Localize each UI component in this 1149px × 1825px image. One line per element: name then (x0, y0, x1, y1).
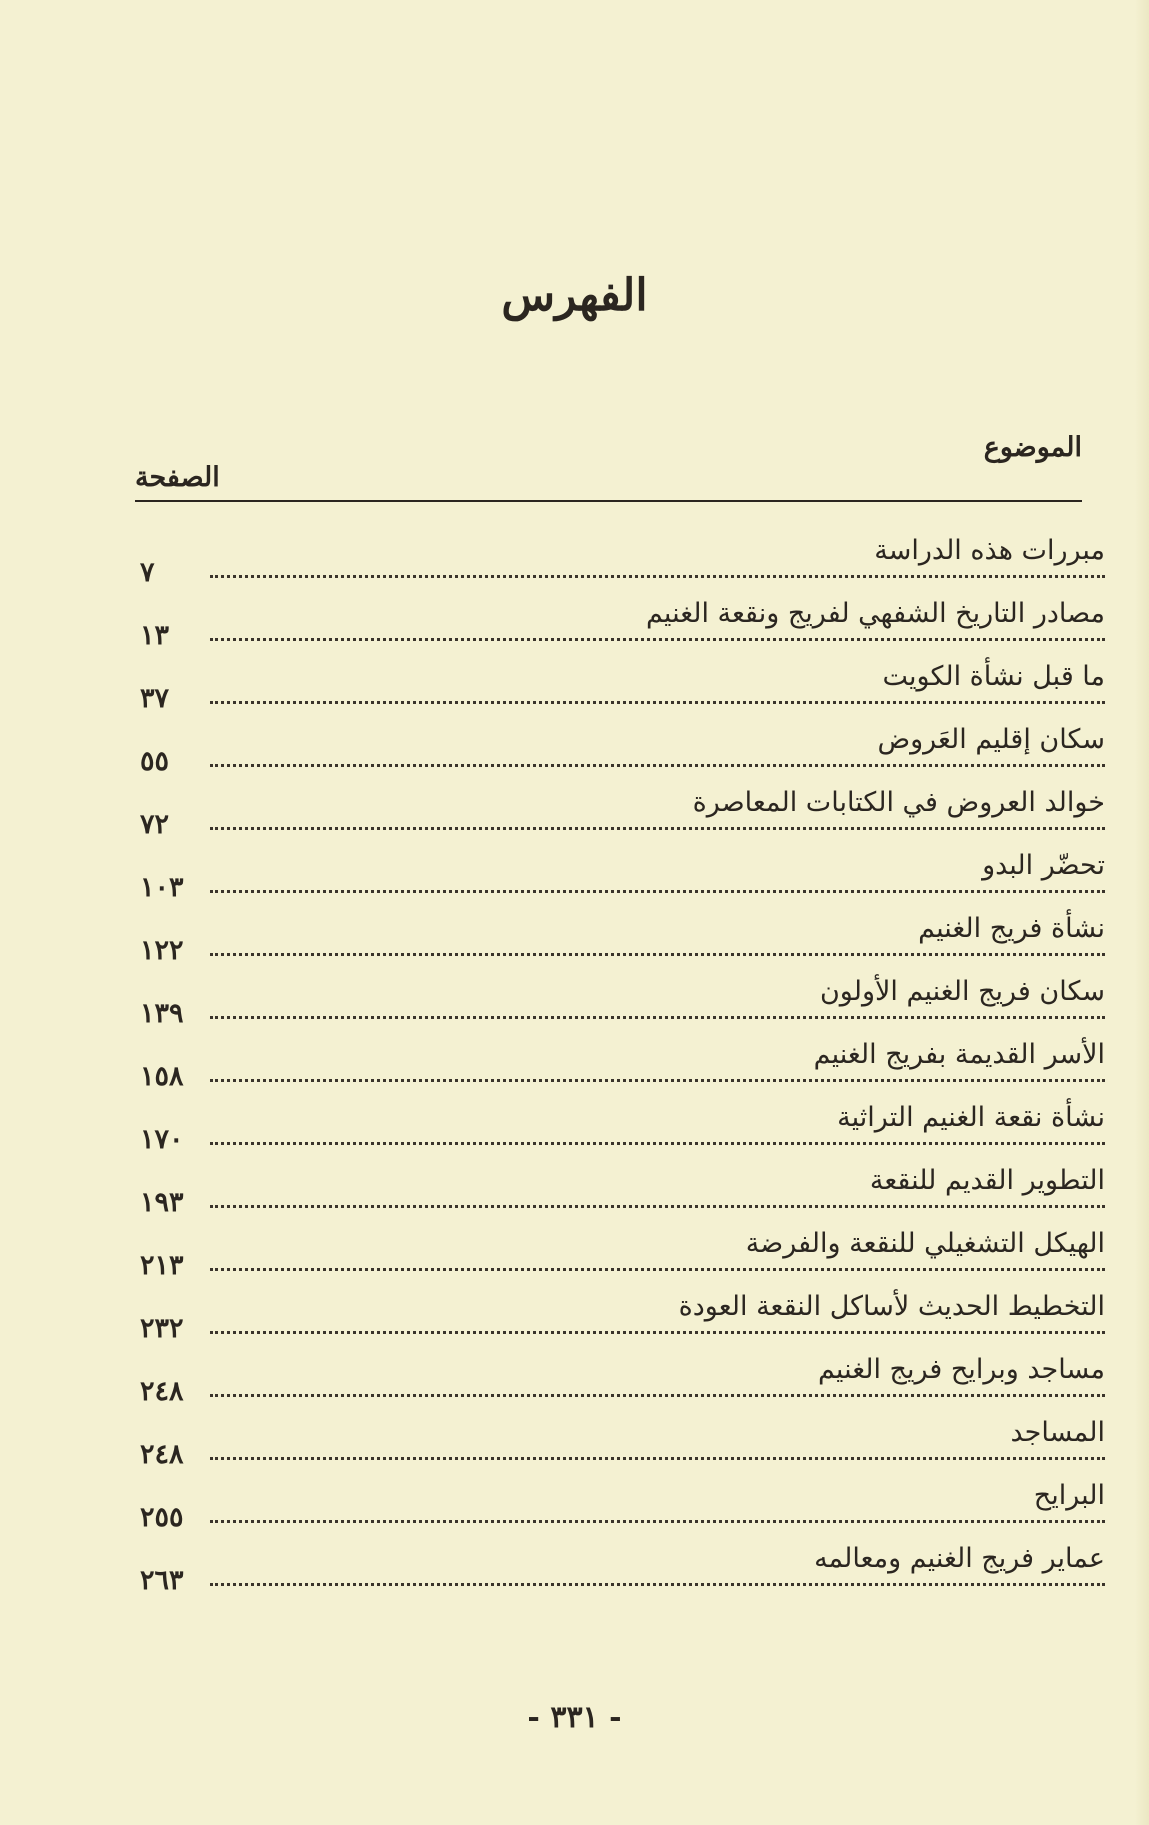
toc-entry-page: ٢١٣ (140, 1250, 184, 1281)
toc-entry-title: خوالد العروض في الكتابات المعاصرة (685, 787, 1105, 818)
header-divider (135, 500, 1082, 502)
dot-leader (210, 1142, 1105, 1145)
toc-entry-page: ٧ (140, 557, 155, 588)
toc-entry-page: ٢٤٨ (140, 1439, 184, 1470)
dot-leader (210, 575, 1105, 578)
toc-entry-page: ٢٥٥ (140, 1502, 184, 1533)
dot-leader (210, 1394, 1105, 1397)
topic-column-label: الموضوع (983, 432, 1082, 463)
toc-entry-page: ١٠٣ (140, 872, 184, 903)
toc-entry-page: ١٥٨ (140, 1061, 184, 1092)
toc-entry-title: الهيكل التشغيلي للنقعة والفرضة (738, 1228, 1105, 1259)
toc-entry (140, 913, 1105, 973)
dot-leader (210, 890, 1105, 893)
dot-leader (210, 638, 1105, 641)
dot-leader (210, 827, 1105, 830)
toc-entry-page: ٣٧ (140, 683, 170, 714)
toc-entry-title: مبررات هذه الدراسة (866, 535, 1105, 566)
toc-entry (140, 1291, 1105, 1351)
toc-entry (140, 535, 1105, 595)
toc-entry-page: ١٣٩ (140, 998, 184, 1029)
toc-entry (140, 1354, 1105, 1414)
toc-entry-title: الأسر القديمة بفريج الغنيم (806, 1039, 1105, 1070)
toc-entry (140, 1228, 1105, 1288)
toc-entry-page: ١٩٣ (140, 1187, 184, 1218)
toc-entry (140, 1039, 1105, 1099)
toc-entry-title: مساجد وبرايح فريج الغنيم (810, 1354, 1105, 1385)
toc-entry-title: نشأة فريج الغنيم (910, 913, 1105, 944)
toc-entry-title: ما قبل نشأة الكويت (874, 661, 1105, 692)
toc-entry-page: ٥٥ (140, 746, 170, 777)
toc-entry-title: مصادر التاريخ الشفهي لفريج ونقعة الغنيم (638, 598, 1105, 629)
dot-leader (210, 1268, 1105, 1271)
toc-entry (140, 850, 1105, 910)
toc-entry (140, 724, 1105, 784)
dot-leader (210, 1205, 1105, 1208)
toc-entry-title: نشأة نقعة الغنيم التراثية (829, 1102, 1105, 1133)
dot-leader (210, 1331, 1105, 1334)
toc-entry (140, 661, 1105, 721)
toc-entry-title: عماير فريج الغنيم ومعالمه (806, 1543, 1105, 1574)
toc-entry-title: تحضّر البدو (974, 850, 1105, 881)
dot-leader (210, 764, 1105, 767)
toc-entry-title: التطوير القديم للنقعة (862, 1165, 1105, 1196)
toc-entry-page: ١٧٠ (140, 1124, 184, 1155)
toc-entry-title: التخطيط الحديث لأساكل النقعة العودة (671, 1291, 1105, 1322)
toc-entry (140, 1543, 1105, 1603)
toc-header (135, 432, 1082, 502)
toc-entry-page: ١٣ (140, 620, 170, 651)
page-title: الفهرس (501, 270, 648, 321)
dot-leader (210, 1520, 1105, 1523)
page-number: - ٣٣١ - (527, 1700, 622, 1735)
toc-entry-title: المساجد (1002, 1417, 1105, 1448)
toc-entry-page: ٢٦٣ (140, 1565, 184, 1596)
toc-entry-page: ٢٤٨ (140, 1376, 184, 1407)
dot-leader (210, 1583, 1105, 1586)
toc-entry-title: البرايح (1026, 1480, 1105, 1511)
toc-entry (140, 787, 1105, 847)
dot-leader (210, 953, 1105, 956)
page-column-label: الصفحة (135, 462, 220, 493)
dot-leader (210, 701, 1105, 704)
dot-leader (210, 1079, 1105, 1082)
toc-entry-page: ٧٢ (140, 809, 170, 840)
toc-entry (140, 1102, 1105, 1162)
toc-entry-title: سكان إقليم العَروض (869, 724, 1105, 755)
toc-entry-title: سكان فريج الغنيم الأولون (812, 976, 1105, 1007)
toc-entry (140, 1165, 1105, 1225)
toc-entry (140, 1417, 1105, 1477)
toc-entry-page: ١٢٢ (140, 935, 184, 966)
toc-entry (140, 598, 1105, 658)
toc-entry-page: ٢٣٢ (140, 1313, 184, 1344)
toc-entry (140, 976, 1105, 1036)
dot-leader (210, 1016, 1105, 1019)
dot-leader (210, 1457, 1105, 1460)
toc-entry (140, 1480, 1105, 1540)
